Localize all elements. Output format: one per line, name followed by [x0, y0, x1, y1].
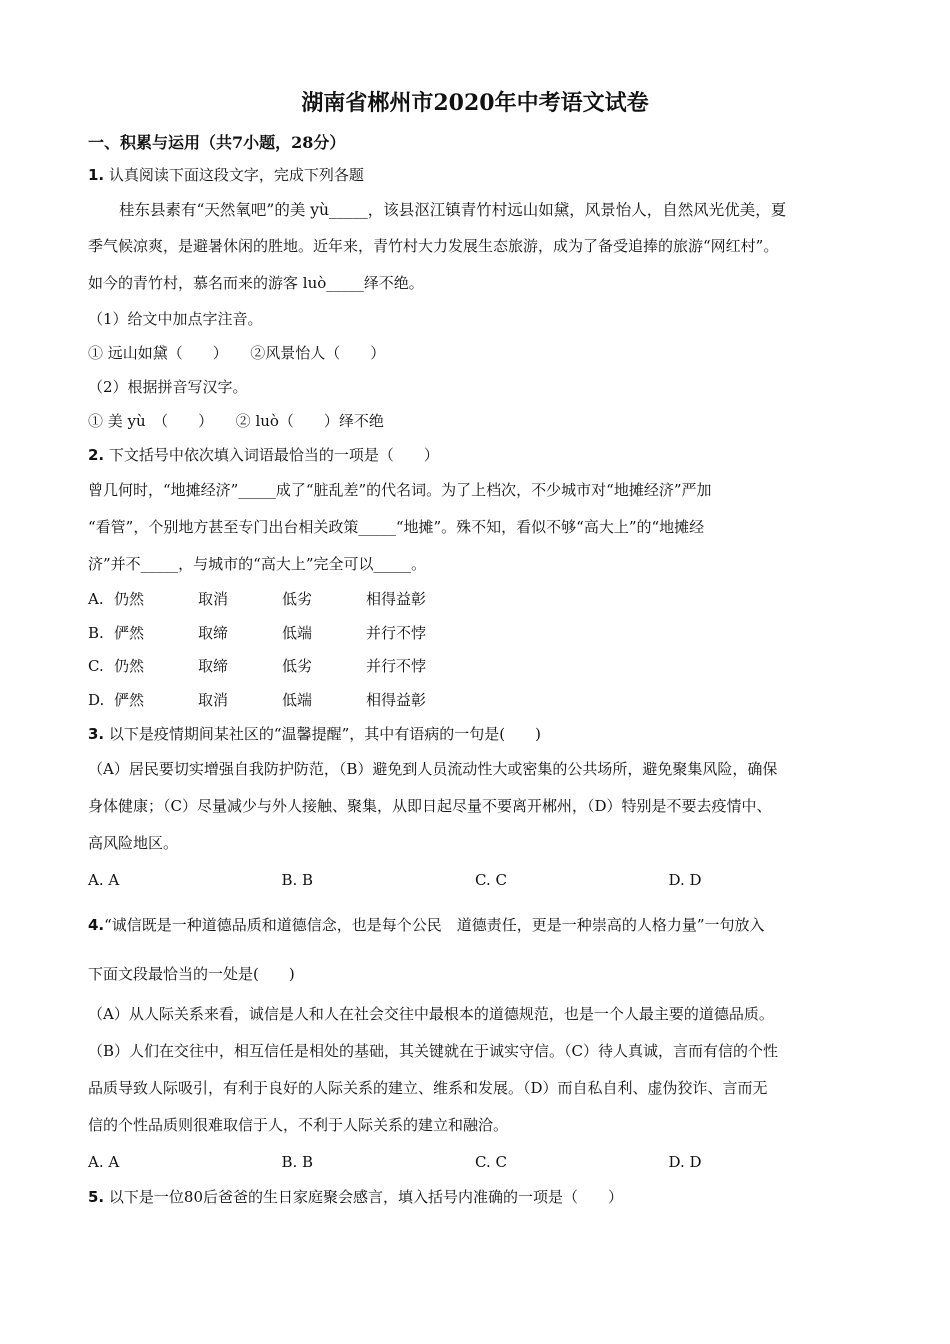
question-3-stem — [88, 717, 862, 751]
passage-line: 济”并不_____，与城市的“高大上”完全可以_____。 — [88, 555, 427, 573]
question-number: 5. — [88, 1188, 105, 1206]
option-letter: A. — [88, 590, 104, 608]
question-text: 以下是一位80后爸爸的生日家庭聚会感言，填入括号内准确的一项是（ ） — [108, 1188, 624, 1206]
option-word: 低劣 — [282, 590, 313, 608]
sub-question: （2）根据拼音写汉字。 — [88, 378, 248, 396]
question-number: 2. — [88, 446, 105, 464]
question-4-stem-cont: 下面文段最恰当的一处是( ) — [88, 965, 295, 983]
sub-question-items: ① 美 yù （ ） ② luò（ ）绎不绝 — [88, 412, 384, 430]
choice-a: A. A — [88, 871, 120, 889]
page-title: 湖南省郴州市2020年中考语文试卷 — [301, 90, 649, 116]
passage-line: 如今的青竹村，慕名而来的游客 luò_____绎不绝。 — [88, 274, 424, 292]
passage-line: 曾几何时，“地摊经济”_____成了“脏乱差”的代名词。为了上档次，不少城市对“地摊经济”严加 — [88, 481, 712, 499]
choice-b: B. B — [281, 1153, 314, 1171]
passage-line: 信的个性品质则很难取信于人，不利于人际关系的建立和融洽。 — [88, 1116, 509, 1134]
passage-line: （A）从人际关系来看，诚信是人和人在社会交往中最根本的道德规范，也是一个人最主要的道德品质。 — [88, 1005, 774, 1023]
sub-question-items: ① 远山如黛（ ） ②风景怡人（ ） — [88, 344, 386, 362]
passage-line: 季气候凉爽，是避暑休闲的胜地。近年来，青竹村大力发展生态旅游，成为了备受追捧的旅游“网红村”。 — [88, 237, 779, 255]
question-text: “诚信既是一种道德品质和道德信念，也是每个公民 道德责任，更是一种崇高的人格力量”一句放入 — [104, 916, 765, 934]
option-word: 并行不悖 — [366, 623, 427, 642]
question-number: 1. — [88, 166, 105, 184]
option-word: 俨然 — [114, 690, 145, 709]
question-text: 以下是疫情期间某社区的“温馨提醒”，其中有语病的一句是( ) — [108, 725, 541, 743]
option-word: 低劣 — [282, 657, 313, 675]
choice-d: D. D — [668, 1153, 702, 1171]
option-word: 取缔 — [198, 657, 229, 675]
option-row-b — [88, 617, 862, 651]
option-word: 相得益彰 — [366, 690, 427, 709]
option-row-d — [88, 684, 862, 718]
passage-line: 品质导致人际吸引，有利于良好的人际关系的建立、维系和发展。（D）而自私自利、虚伪狡诈、言而无 — [88, 1079, 768, 1097]
option-word: 低端 — [282, 690, 313, 709]
option-letter: C. — [88, 657, 104, 675]
choice-a: A. A — [88, 1153, 120, 1171]
question-4-stem — [88, 898, 862, 952]
passage-line: 高风险地区。 — [88, 834, 179, 852]
choice-b: B. B — [281, 871, 314, 889]
section-heading: 一、积累与运用（共7小题，28分） — [88, 133, 346, 152]
option-word: 仍然 — [114, 590, 145, 608]
passage-line: （A）居民要切实增强自我防护防范，（B）避免到人员流动性大或密集的公共场所，避免聚集风险，确保 — [88, 760, 778, 778]
passage-line: （B）人们在交往中，相互信任是相处的基础，其关键就在于诚实守信。（C）待人真诚，言而有信的个性 — [88, 1042, 779, 1060]
passage-line: 身体健康；（C）尽量减少与外人接触、聚集，从即日起尽量不要离开郴州，（D）特别是不要去疫情中、 — [88, 797, 772, 815]
option-word: 相得益彰 — [366, 590, 427, 608]
question-1-stem — [88, 158, 862, 192]
question-2-stem — [88, 438, 862, 472]
question-text: 认真阅读下面这段文字，完成下列各题 — [108, 166, 364, 184]
option-word: 低端 — [282, 623, 313, 642]
option-word: 取消 — [198, 690, 229, 709]
option-word: 取缔 — [198, 623, 229, 642]
passage-line: “看管”，个别地方甚至专门出台相关政策_____“地摊”。殊不知，看似不够“高大上”的“地摊经 — [88, 518, 705, 536]
question-text: 下文括号中依次填入词语最恰当的一项是（ ） — [108, 446, 439, 464]
option-word: 并行不悖 — [366, 657, 427, 675]
sub-question: （1）给文中加点字注音。 — [88, 310, 263, 328]
option-word: 仍然 — [114, 657, 145, 675]
choice-c: C. C — [475, 871, 507, 889]
option-letter: B. — [88, 623, 104, 642]
question-number: 3. — [88, 725, 105, 743]
choice-c: C. C — [475, 1153, 507, 1171]
passage-line: 桂东县素有“天然氧吧”的美 yù_____，该县沤江镇青竹村远山如黛，风景怡人，自然风光优美，夏 — [119, 201, 787, 219]
question-number: 4. — [88, 916, 105, 934]
option-word: 取消 — [198, 590, 229, 608]
option-row-c — [88, 650, 862, 684]
option-letter: D. — [88, 690, 105, 709]
question-5-stem — [88, 1180, 862, 1214]
answer-choices — [88, 862, 862, 898]
answer-choices — [88, 1144, 862, 1180]
option-word: 俨然 — [114, 623, 145, 642]
choice-d: D. D — [668, 871, 702, 889]
option-row-a — [88, 583, 862, 617]
